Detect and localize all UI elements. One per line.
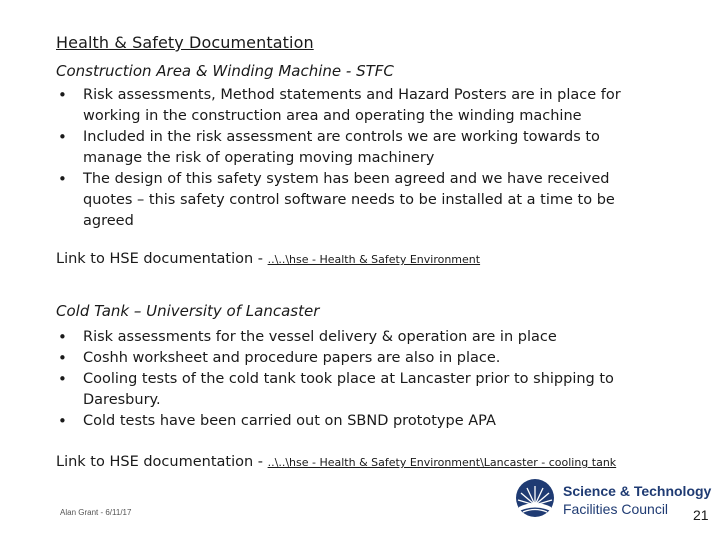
section-heading-cold-tank: Cold Tank – University of Lancaster — [56, 302, 320, 320]
hse-documentation-link[interactable]: ..\..\hse - Health & Safety Environment — [267, 253, 481, 266]
footer-author: Alan Grant - 6/11/17 — [60, 508, 132, 517]
list-item: • Cooling tests of the cold tank took place at Lancaster prior to shipping to Daresbury. — [56, 369, 656, 411]
logo-text-line1: Science & Technology — [563, 483, 712, 499]
page-title: Health & Safety Documentation — [56, 33, 314, 52]
list-item: • Risk assessments, Method statements and Hazard Posters are in place for working in the construction area and operating the winding machine — [56, 85, 656, 127]
construction-bullet-list — [56, 85, 656, 232]
hse-link-line-2 — [56, 454, 616, 470]
lancaster-hse-link[interactable]: ..\..\hse - Health & Safety Environment\Lancaster - cooling tank — [267, 456, 617, 469]
list-item: • Coshh worksheet and procedure papers are also in place. — [56, 348, 656, 369]
stfc-logo — [515, 478, 712, 522]
stfc-sunburst-icon — [515, 478, 555, 518]
page-number: 21 — [693, 507, 709, 523]
link-prefix: Link to HSE documentation - — [56, 251, 268, 267]
list-item: • The design of this safety system has been agreed and we have received quotes – this safety control software needs to be installed at a time to be agreed — [56, 169, 656, 232]
section-heading-construction: Construction Area & Winding Machine - STFC — [56, 62, 394, 80]
list-item: • Cold tests have been carried out on SBND prototype APA — [56, 411, 656, 432]
hse-link-line-1 — [56, 251, 480, 267]
list-item: • Included in the risk assessment are controls we are working towards to manage the risk of operating moving machinery — [56, 127, 656, 169]
link-prefix: Link to HSE documentation - — [56, 454, 268, 470]
cold-tank-bullet-list — [56, 327, 656, 432]
logo-text-line2: Facilities Council — [563, 501, 669, 517]
list-item: • Risk assessments for the vessel delivery & operation are in place — [56, 327, 656, 348]
